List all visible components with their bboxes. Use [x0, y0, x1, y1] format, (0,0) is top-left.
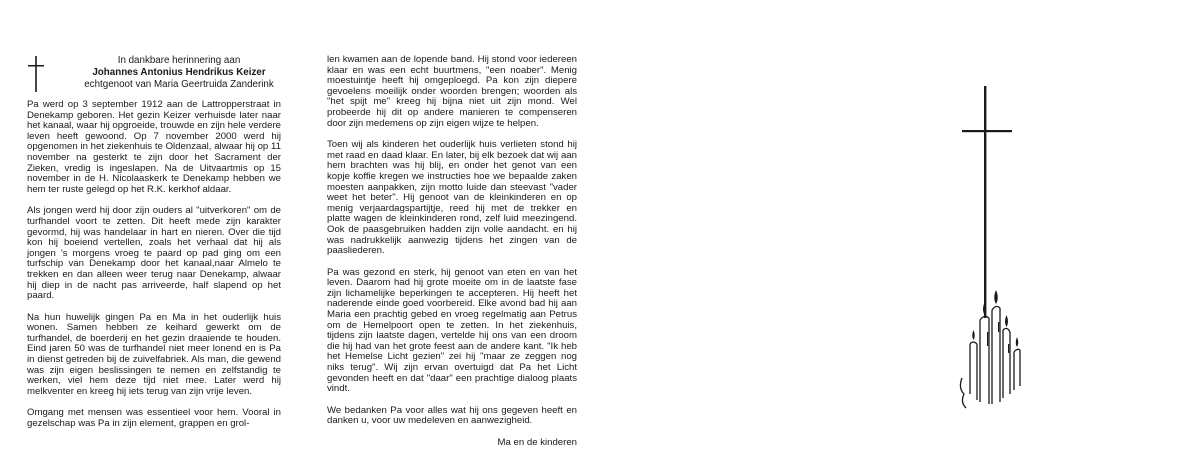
- left-column-text: [27, 100, 281, 430]
- paragraph: Toen wij als kinderen het ouderlijk huis verlieten stond hij met raad en daad klaar. En later, bij elk bezoek dat wij aan hem brachten was hij blij, en onder het genot van een kopje koffie kregen we instructies hoe we bepaalde zaken moesten aanpakken, zijn motto luide dan steevast "vader weet het beter". Hij genoot van de kleinkinderen en op menig verjaardagspartijtje, reed hij met de trekker en platte wagen de kleinkinderen rond, zelf luid meezingend. Ook de paasgebruiken hadden zijn volle aandacht. en hij was nadrukkelijk aanwezig tijdens het zingen van de paasliederen.: [327, 139, 577, 257]
- paragraph: Na hun huwelijk gingen Pa en Ma in het ouderlijk huis wonen. Samen hebben ze keihard gewerkt om de turfhandel, de boerderij en het gezin draaiende te houden. Eind jaren 50 was de turfhandel niet meer lonend en is Pa in dienst getreden bij de zuivelfabriek. Als man, die gewend was zijn eigen beslissingen te nemen en zelfstandig te werken, viel hem deze tijd niet mee. Later werd hij melkventer en kreeg hij iets terug van zijn vrije leven.: [27, 311, 281, 397]
- paragraph: len kwamen aan de lopende band. Hij stond voor iedereen klaar en was een echt buurtmens, "een noaber". Menig moestuintje heeft hij omgeploegd. Pa kon zijn diepere gevoelens moeilijk onder woorden brengen; woorden als "het spijt me" kreeg hij bijna niet uit zijn mond. Wel probeerde hij dit op andere manieren te compenseren door zijn medemens op zijn eigen wijze te helpen.: [327, 54, 577, 129]
- header-intro: In dankbare herinnering aan: [117, 55, 241, 66]
- paragraph: Als jongen werd hij door zijn ouders al "uitverkoren" om de turfhandel voort te zetten. Dit heeft mede zijn karakter gevormd, hij was handelaar in hart en nieren. Over die tijd kon hij boeiend vertellen, zoals het verhaal dat hij als jongen 's morgens vroeg te paard op pad ging om een turfschip van Denekamp door het kanaal,naar Almelo te trekken en dan alleen weer terug naar Denekamp, alwaar hij diep in de nacht pas arriveerde, half slapend op het paard.: [27, 205, 281, 302]
- header-spouse: echtgenoot van Maria Geertruida Zanderink: [84, 79, 274, 90]
- middle-column-text: [327, 55, 577, 449]
- paragraph: Pa werd op 3 september 1912 aan de Lattropperstraat in Denekamp geboren. Het gezin Keizer verhuisde later naar het kanaal, waar hij opgroeide, trouwde en zijn hele verdere leven heeft gewoond. Op 7 november 2000 werd hij opgenomen in het ziekenhuis te Oldenzaal, alwaar hij op 11 november na gesterkt te zijn door het Sacrament der Zieken, vredig is ingeslapen. Na de Uitvaartmis op 15 november in de H. Nicolaaskerk te Denekamp hebben we hem ter ruste gelegd op het R.K. kerkhof aldaar.: [27, 99, 281, 195]
- header-block: [74, 55, 284, 90]
- cross-icon: [27, 56, 45, 92]
- paragraph: Omgang met mensen was essentieel voor hem. Vooral in gezelschap was Pa in zijn element, grappen en grol-: [27, 407, 281, 430]
- paragraph: We bedanken Pa voor alles wat hij ons gegeven heeft en danken u, voor uw medeleven en aanwezigheid.: [327, 404, 577, 427]
- deceased-name: Johannes Antonius Hendrikus Keizer: [92, 67, 266, 78]
- left-panel: [0, 0, 300, 471]
- right-panel: [600, 0, 1200, 471]
- middle-panel: [300, 0, 600, 471]
- cross-with-candles-illustration: [940, 82, 1040, 432]
- signature: Ma en de kinderen: [497, 437, 577, 448]
- paragraph: Pa was gezond en sterk, hij genoot van eten en van het leven. Daarom had hij grote moeite om in de laatste fase zijn lichamelijke beperkingen te accepteren. Hij heeft het naderende einde goed voorbereid. Elke avond bad hij aan Maria een prachtig gebed en vroeg regelmatig aan Petrus om de Hemelpoort open te zetten. In het ziekenhuis, tijdens zijn laatste dagen, vertelde hij ons van een droom die hij had van het grote feest aan de andere kant. "Ik heb het Hemelse Licht gezien" zei hij "maar ze zeggen nog niks terug". Wij zijn ervan overtuigd dat Pa het Licht gevonden heeft en dat "daar" een prachtige dialoog plaats vindt.: [327, 266, 577, 395]
